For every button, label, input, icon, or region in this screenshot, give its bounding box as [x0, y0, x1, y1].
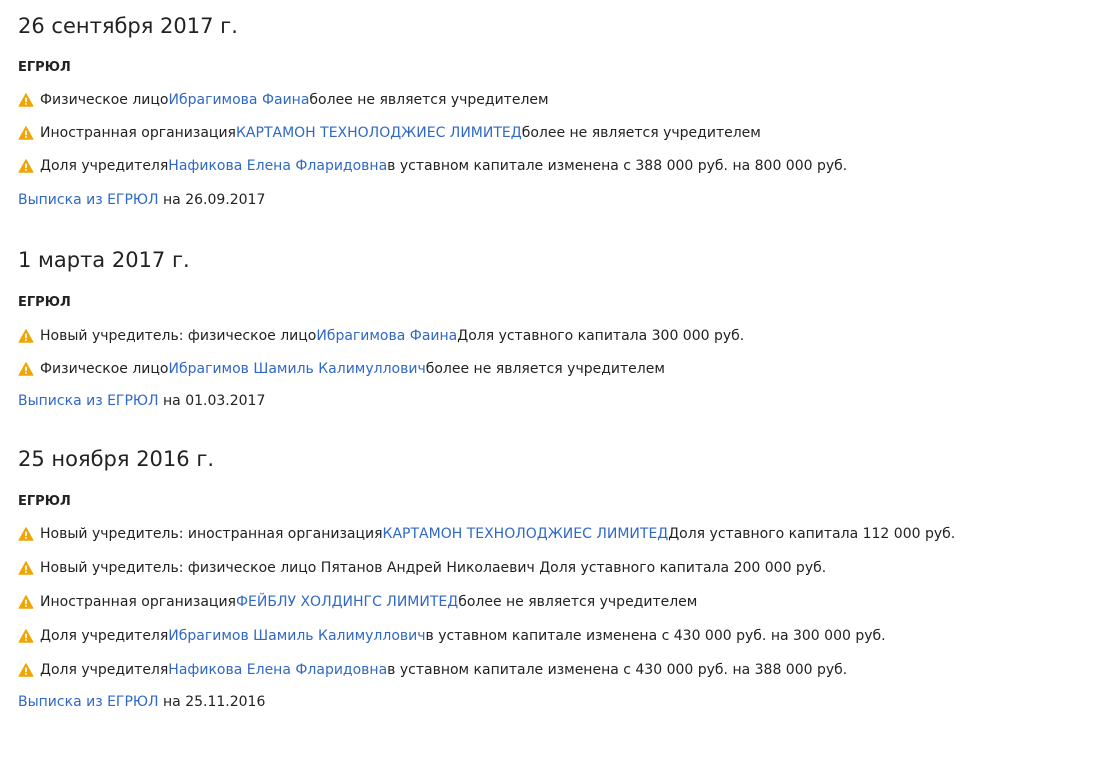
change-text-suffix: в уставном капитале изменена с 430 000 руб. на 388 000 руб. [387, 662, 848, 678]
change-item [18, 558, 1116, 578]
warning-triangle-icon [18, 662, 34, 678]
change-list [18, 326, 1116, 379]
founder-link[interactable]: Ибрагимов Шамиль Калимуллович [168, 628, 426, 644]
change-date: 1 марта 2017 г. [18, 248, 190, 272]
founder-link[interactable]: Ибрагимова Фаина [168, 92, 310, 108]
founder-link[interactable]: КАРТАМОН ТЕХНОЛОДЖИЕС ЛИМИТЕД [235, 125, 522, 141]
registry-excerpt-date: на 25.11.2016 [158, 694, 266, 710]
change-text-suffix: более не является учредителем [425, 361, 665, 377]
change-text-suffix: более не является учредителем [521, 125, 761, 141]
change-item [18, 359, 1116, 379]
registry-excerpt [18, 190, 1116, 210]
warning-triangle-icon [18, 526, 34, 542]
change-text-prefix: Иностранная организация [40, 594, 236, 610]
change-text-suffix: в уставном капитале изменена с 388 000 руб. на 800 000 руб. [387, 158, 848, 174]
change-list [18, 524, 1116, 680]
change-date: 25 ноября 2016 г. [18, 447, 215, 471]
change-text-prefix: Физическое лицо [40, 361, 169, 377]
founder-link[interactable]: Ибрагимов Шамиль Калимуллович [168, 361, 426, 377]
founder-link[interactable]: Нафикова Елена Фларидовна [168, 158, 388, 174]
warning-triangle-icon [18, 92, 34, 108]
change-text-suffix: более не является учредителем [458, 594, 698, 610]
founder-link[interactable]: ФЕЙБЛУ ХОЛДИНГС ЛИМИТЕД [235, 594, 459, 610]
registry-excerpt [18, 692, 1116, 712]
change-text-prefix: Доля учредителя [40, 158, 169, 174]
change-group [18, 245, 1116, 411]
change-text-suffix: Доля уставного капитала 112 000 руб. [668, 526, 956, 542]
registry-excerpt-link[interactable]: Выписка из ЕГРЮЛ [18, 393, 159, 409]
source-label: ЕГРЮЛ [18, 60, 71, 75]
change-text-suffix: Доля уставного капитала 300 000 руб. [457, 328, 745, 344]
change-item [18, 90, 1116, 110]
warning-triangle-icon [18, 328, 34, 344]
change-group [18, 0, 1116, 210]
change-list [18, 90, 1116, 176]
registry-excerpt-date: на 01.03.2017 [158, 393, 266, 409]
change-text-suffix: более не является учредителем [309, 92, 549, 108]
change-item [18, 524, 1116, 544]
change-text-prefix: Иностранная организация [40, 125, 236, 141]
change-group [18, 444, 1116, 712]
change-text-prefix: Новый учредитель: физическое лицо [40, 328, 317, 344]
change-text-prefix: Физическое лицо [40, 92, 169, 108]
founder-link[interactable]: КАРТАМОН ТЕХНОЛОДЖИЕС ЛИМИТЕД [382, 526, 669, 542]
change-item [18, 592, 1116, 612]
change-item [18, 326, 1116, 346]
source-label: ЕГРЮЛ [18, 494, 71, 509]
registry-excerpt-date: на 26.09.2017 [158, 192, 266, 208]
change-item [18, 156, 1116, 176]
change-text-prefix: Доля учредителя [40, 628, 169, 644]
source-label: ЕГРЮЛ [18, 295, 71, 310]
registry-excerpt-link[interactable]: Выписка из ЕГРЮЛ [18, 694, 159, 710]
change-item [18, 660, 1116, 680]
change-item [18, 123, 1116, 143]
founder-link[interactable]: Нафикова Елена Фларидовна [168, 662, 388, 678]
registry-excerpt [18, 391, 1116, 411]
warning-triangle-icon [18, 628, 34, 644]
change-item [18, 626, 1116, 646]
warning-triangle-icon [18, 560, 34, 576]
founder-link[interactable]: Ибрагимова Фаина [316, 328, 458, 344]
warning-triangle-icon [18, 594, 34, 610]
change-text-prefix: Новый учредитель: иностранная организация [40, 526, 383, 542]
warning-triangle-icon [18, 361, 34, 377]
change-text-suffix: в уставном капитале изменена с 430 000 руб. на 300 000 руб. [425, 628, 886, 644]
registry-excerpt-link[interactable]: Выписка из ЕГРЮЛ [18, 192, 159, 208]
warning-triangle-icon [18, 158, 34, 174]
change-text-prefix: Новый учредитель: физическое лицо Пятанов Андрей Николаевич Доля уставного капитала 200 000 руб. [40, 560, 827, 576]
change-text-prefix: Доля учредителя [40, 662, 169, 678]
change-date: 26 сентября 2017 г. [18, 14, 238, 38]
warning-triangle-icon [18, 125, 34, 141]
